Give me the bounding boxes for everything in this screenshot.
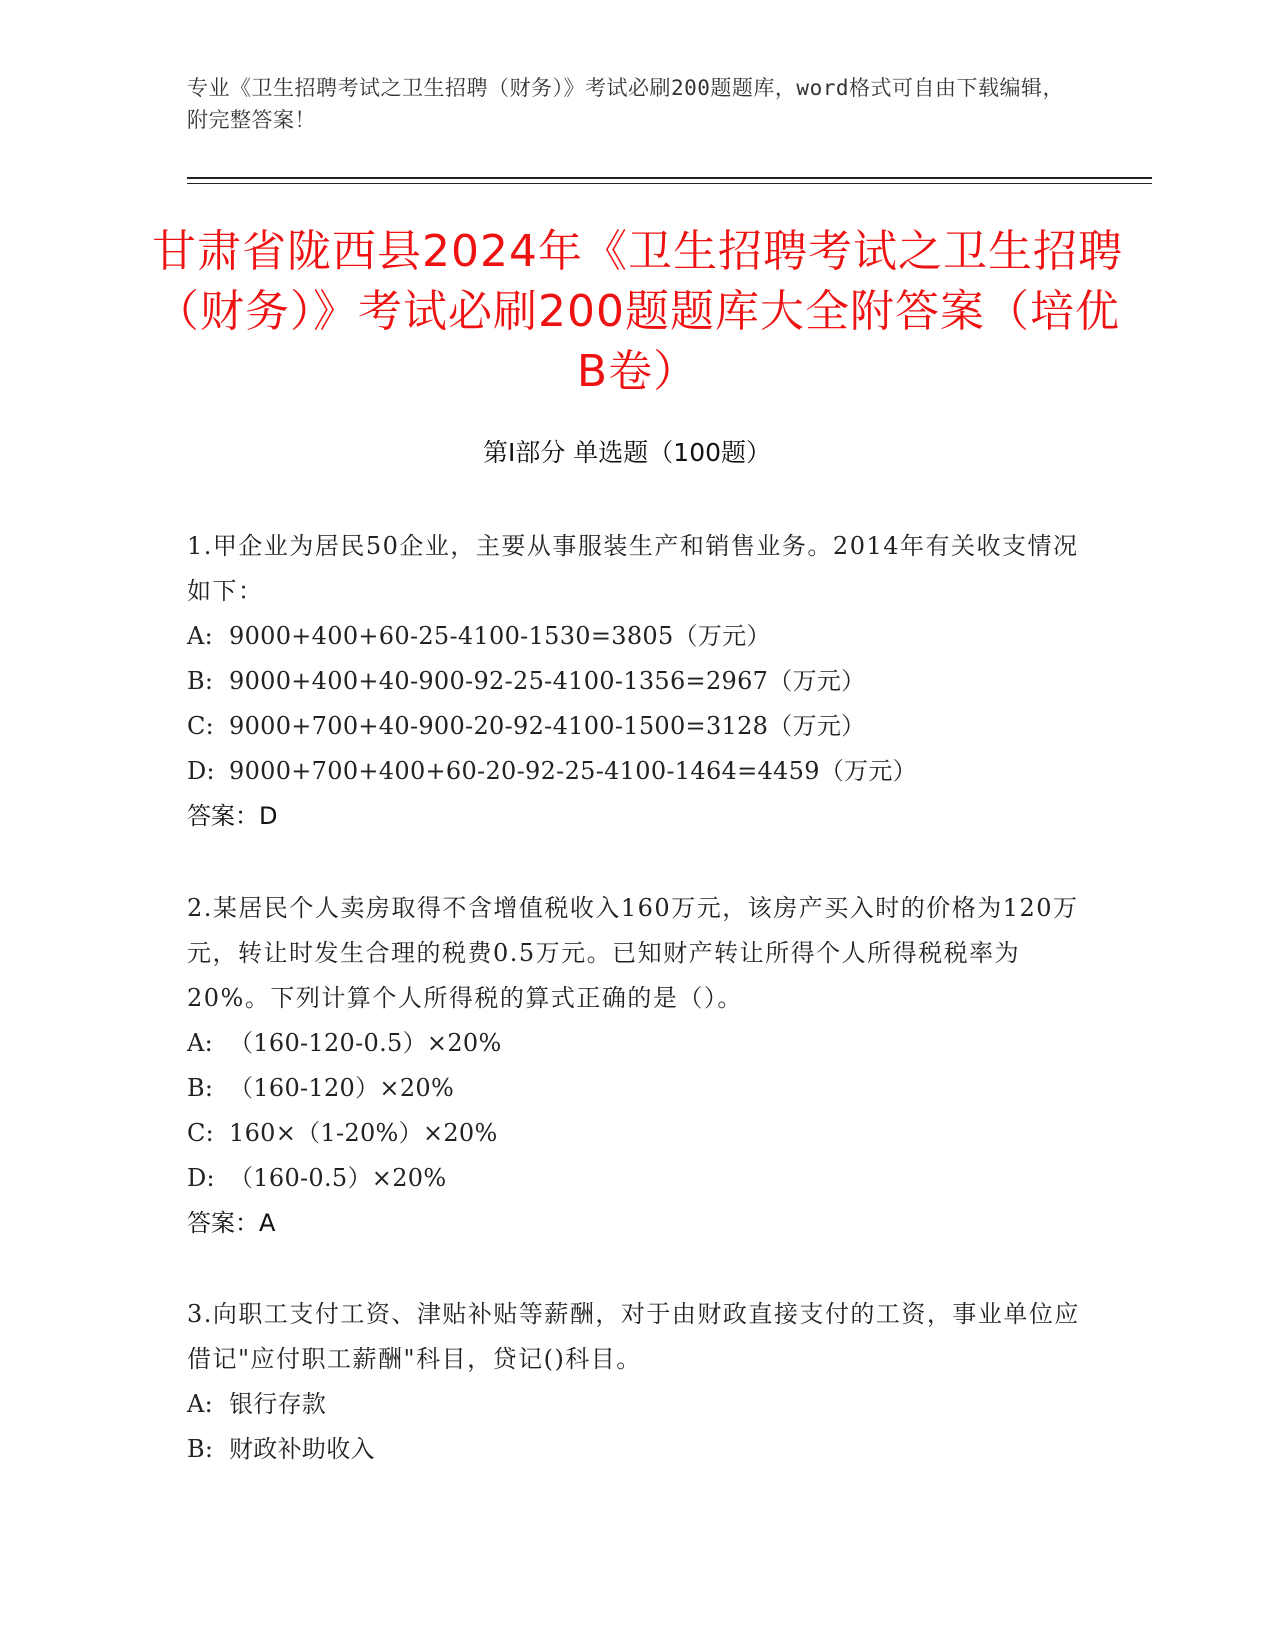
option-text: （160-0.5）×20% [229, 1164, 447, 1192]
answer-line: 答案：D [187, 802, 278, 830]
option-text: 9000+700+40-900-20-92-4100-1500=3128（万元） [229, 712, 866, 740]
option-text: （160-120）×20% [229, 1074, 455, 1102]
option-c [187, 1111, 1087, 1156]
question-text: 1.甲企业为居民50企业，主要从事服装生产和销售业务。2014年有关收支情况如下： [187, 532, 1079, 605]
question-text: 2.某居民个人卖房取得不含增值税收入160万元，该房产买入时的价格为120万元，转让时发生合理的税费0.5万元。已知财产转让所得个人所得税税率为20%。下列计算个人所得税的算式正确的是（）。 [187, 894, 1079, 1012]
question-text: 3.向职工支付工资、津贴补贴等薪酬，对于由财政直接支付的工资，事业单位应借记"应付职工薪酬"科目，贷记()科目。 [187, 1300, 1080, 1373]
option-d [187, 1156, 1087, 1201]
header-divider-thick [187, 177, 1152, 179]
option-a [187, 1382, 1087, 1427]
option-b [187, 1427, 1087, 1472]
option-key: D: [187, 757, 215, 785]
option-d [187, 749, 1087, 794]
option-b [187, 1066, 1087, 1111]
option-key: D: [187, 1164, 215, 1192]
document-title: 甘肃省陇西县2024年《卫生招聘考试之卫生招聘（财务）》考试必刷200题题库大全附答案（培优B卷） [152, 226, 1123, 397]
option-key: A: [187, 1029, 214, 1057]
option-key: C: [187, 712, 215, 740]
option-key: C: [187, 1119, 215, 1147]
header-note: 专业《卫生招聘考试之卫生招聘（财务）》考试必刷200题题库，word格式可自由下载编辑，附完整答案！ [187, 76, 1064, 132]
option-c [187, 704, 1087, 749]
header-divider-thin [187, 183, 1152, 184]
option-a [187, 614, 1087, 659]
answer-line: 答案：A [187, 1209, 276, 1237]
option-b [187, 659, 1087, 704]
option-text: （160-120-0.5）×20% [229, 1029, 502, 1057]
option-text: 9000+400+40-900-92-25-4100-1356=2967（万元） [229, 667, 866, 695]
option-text: 财政补助收入 [229, 1435, 375, 1463]
option-a [187, 1021, 1087, 1066]
question-2 [187, 886, 1087, 1246]
question-3 [187, 1292, 1087, 1472]
option-key: B: [187, 1074, 214, 1102]
option-text: 9000+400+60-25-4100-1530=3805（万元） [229, 622, 771, 650]
question-1 [187, 524, 1087, 839]
option-text: 160×（1-20%）×20% [229, 1119, 498, 1147]
option-key: A: [187, 1390, 214, 1418]
option-text: 银行存款 [229, 1390, 327, 1418]
option-key: A: [187, 622, 214, 650]
option-text: 9000+700+400+60-20-92-25-4100-1464=4459（万元） [229, 757, 917, 785]
section-title: 第I部分 单选题（100题） [482, 438, 772, 467]
option-key: B: [187, 667, 214, 695]
option-key: B: [187, 1435, 214, 1463]
